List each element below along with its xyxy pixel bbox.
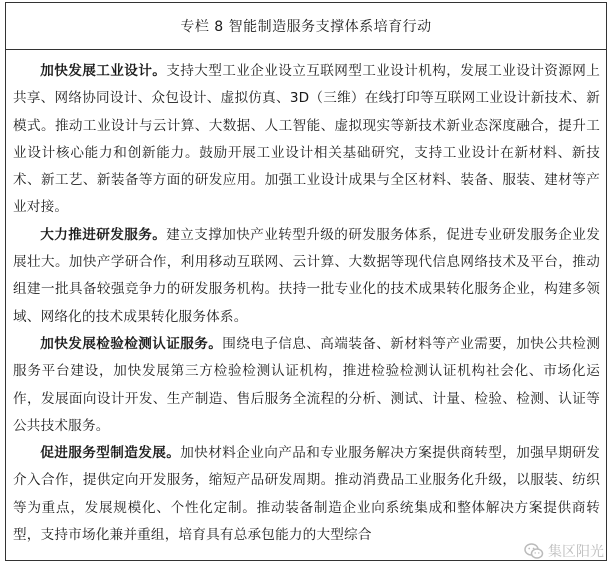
paragraph-rd-services xyxy=(13,222,600,331)
paragraph-lead: 促进服务型制造发展。 xyxy=(40,445,181,462)
box-content xyxy=(6,50,606,549)
paragraph-body: 支持大型工业企业设立互联网型工业设计机构，发展工业设计资源网上共享、网络协同设计、众包设计、虚拟仿真、3D（三维）在线打印等互联网工业设计新技术、新模式。推动工业设计与云计算、大数据、人工智能、虚拟现实等新技术新业态深度融合，提升工业设计核心能力和创新能力。鼓励开展工业设计相关基础研究，支持工业设计在新材料、新技术、新工艺、新装备等方面的研发应用。加强工业设计成果与全区材料、装备、服装、建材等产业对接。 xyxy=(13,63,600,216)
paragraph-testing-certification xyxy=(13,331,600,440)
wechat-icon xyxy=(524,543,544,560)
box-title: 专栏 8 智能制造服务支撑体系培育行动 xyxy=(180,19,432,35)
watermark-text: 集区阳光 xyxy=(548,544,604,560)
paragraph-industrial-design xyxy=(13,58,600,222)
paragraph-body: 围绕电子信息、高端装备、新材料等产业需要，加快公共检测服务平台建设，加快发展第三方检验检测认证机构，推进检验检测认证机构社会化、市场化运作，发展面向设计开发、生产制造、售后服务全流程的分析、测试、计量、检验、检测、认证等公共技术服务。 xyxy=(13,335,600,434)
policy-box xyxy=(5,2,607,561)
paragraph-lead: 加快发展工业设计。 xyxy=(40,63,167,79)
paragraph-body: 建立支撑加快产业转型升级的研发服务体系，促进专业研发服务企业发展壮大。加快产学研合作，利用移动互联网、云计算、大数据等现代信息网络技术及平台，推动组建一批具备较强竞争力的研发服务机构。扶持一批专业化的技术成果转化服务企业，构建多领域、网络化的技术成果转化服务体系。 xyxy=(13,226,600,325)
paragraph-lead: 大力推进研发服务。 xyxy=(40,226,167,243)
watermark xyxy=(524,541,604,561)
paragraph-body: 加快材料企业向产品和专业服务解决方案提供商转型，加强早期研发介入合作，提供定向开发服务，缩短产品研发周期。推动消费品工业服务化升级，以服装、纺织等为重点，发展规模化、个性化定制。推动装备制造企业向系统集成和整体解决方案提供商转型，支持市场化兼并重组，培育具有总承包能力的大型综合 xyxy=(13,445,601,544)
paragraph-service-manufacturing xyxy=(13,440,600,549)
box-title-bar xyxy=(6,3,606,50)
paragraph-lead: 加快发展检验检测认证服务。 xyxy=(40,335,223,352)
